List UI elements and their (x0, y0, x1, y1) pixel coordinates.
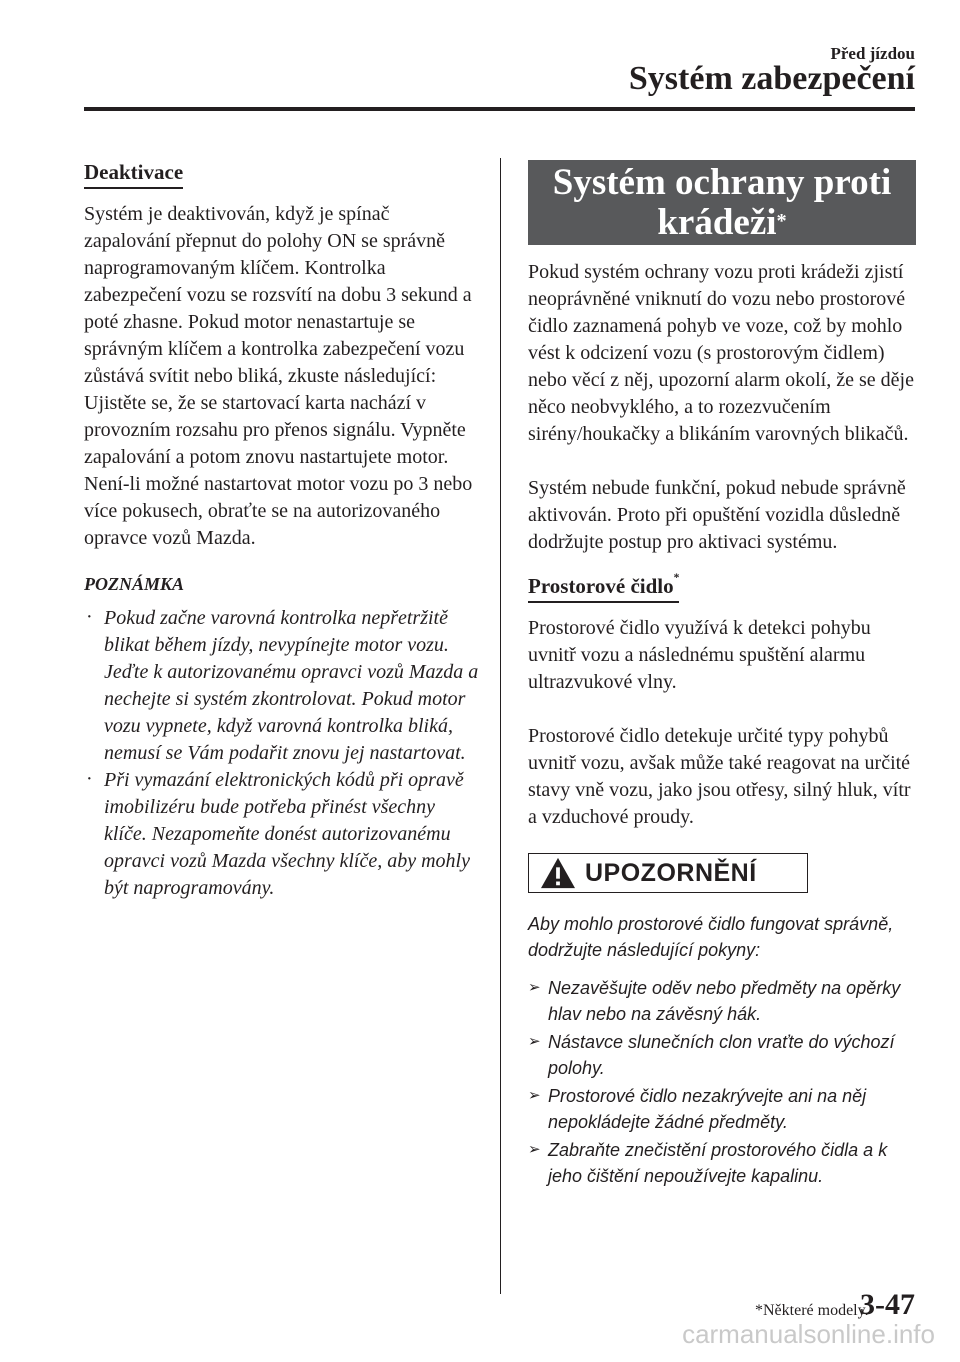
left-column (84, 160, 479, 902)
arrow-right-icon: ➢ (528, 979, 541, 996)
warning-item-text: Nástavce slunečních clon vraťte do výchozí polohy. (548, 1032, 895, 1078)
arrow-right-icon: ➢ (528, 1087, 541, 1104)
sensor-heading-text: Prostorové čidlo (528, 574, 674, 598)
intro-paragraph: Pokud systém ochrany vozu proti krádeži zjistí neoprávněné vniknutí do vozu nebo prostorové čidlo zaznamená pohyb ve voze, což by mohlo vést k odcizení vozu (s prostorovým čidlem) nebo věcí z něj, upozorní alarm okolí, že se děje něco neobvyklého, a to rozezvučením sirény/houkačky a blikáním varovných blikačů. (528, 261, 914, 445)
warning-item (528, 1083, 918, 1135)
warning-item (528, 1029, 918, 1081)
warning-item-text: Prostorové čidlo nezakrývejte ani na něj nepokládejte žádné předměty. (548, 1086, 867, 1132)
sensor-heading (528, 574, 679, 603)
activation-paragraph: Systém nebude funkční, pokud nebude správně aktivován. Proto při opuštění vozidla důsledně dodržujte postup pro aktivaci systému. (528, 477, 906, 553)
note-title: POZNÁMKA (84, 574, 185, 594)
header-divider (84, 107, 915, 111)
warning-triangle-icon (539, 856, 577, 890)
banner-title-word: krádeži (657, 202, 777, 243)
sensor-paragraph-1: Prostorové čidlo využívá k detekci pohybu uvnitř vozu a následnému spuštění alarmu ultrazvukové vlny. (528, 617, 871, 693)
page-title: Systém zabezpečení (628, 60, 915, 97)
warning-item-text: Nezavěšujte oděv nebo předměty na opěrky hlav nebo na závěsný hák. (548, 978, 901, 1024)
warning-item (528, 975, 918, 1027)
note-list (84, 605, 479, 902)
arrow-right-icon: ➢ (528, 1141, 541, 1158)
page-number: 3-47 (860, 1288, 915, 1321)
footnote: *Některé modely. (755, 1302, 869, 1319)
sensor-paragraph-2: Prostorové čidlo detekuje určité typy pohybů uvnitř vozu, avšak může také reagovat na určité stavy vně vozu, jako jsou otřesy, silný hluk, vítr a vzduchové proudy. (528, 725, 911, 828)
watermark: carmanualsonline.info (682, 1319, 935, 1349)
deactivation-paragraph: Systém je deaktivován, když je spínač zapalování přepnut do polohy ON se správně naprogramovaným klíčem. Kontrolka zabezpečení vozu se rozsvítí na dobu 3 sekund a poté zhasne. Pokud motor nenastartuje se správným klíčem a kontrolka zabezpečení vozu zůstává svítit nebo bliká, zkuste následující: Ujistěte se, že se startovací karta nachází v provozním rozsahu pro přenos signálu. Vypněte zapalování a potom znovu nastartujete motor. Není-li možné nastartovat motor vozu po 3 nebo více pokusech, obraťte se na autorizovaného opravce vozů Mazda. (84, 203, 473, 549)
warning-list (528, 975, 918, 1189)
banner-title-line1: Systém ochrany proti (552, 162, 892, 203)
banner-title-line2 (657, 203, 786, 243)
warning-text: Aby mohlo prostorové čidlo fungovat správně, dodržujte následující pokyny: (528, 914, 894, 960)
arrow-right-icon: ➢ (528, 1033, 541, 1050)
warning-label: UPOZORNĚNÍ (585, 858, 757, 887)
banner-asterisk: * (776, 210, 787, 232)
warning-item (528, 1137, 918, 1189)
deactivation-heading: Deaktivace (84, 160, 183, 189)
header-section: Před jízdou (830, 44, 915, 63)
right-column (528, 160, 918, 1191)
section-banner (528, 160, 916, 245)
warning-item-text: Zabraňte znečistění prostorového čidla a k jeho čištění nepoužívejte kapalinu. (548, 1140, 888, 1186)
note-item: · Při vymazání elektronických kódů při opravě imobilizéru bude potřeba přinést všechny klíče. Nezapomeňte donést autorizovanému opravci vozů Mazda všechny klíče, aby mohly být naprogramovány. (84, 767, 479, 902)
column-divider (500, 158, 501, 1294)
note-item: · Pokud začne varovná kontrolka nepřetržitě blikat během jízdy, nevypínejte motor vozu. Jeďte k autorizovanému opravci vozů Mazda a nechejte si systém zkontrolovat. Pokud motor vozu vypnete, když varovná kontrolka bliká, nemusí se Vám podařit znovu jej nastartovat. (84, 605, 479, 767)
sensor-heading-asterisk: * (673, 572, 680, 584)
warning-box (528, 853, 808, 893)
